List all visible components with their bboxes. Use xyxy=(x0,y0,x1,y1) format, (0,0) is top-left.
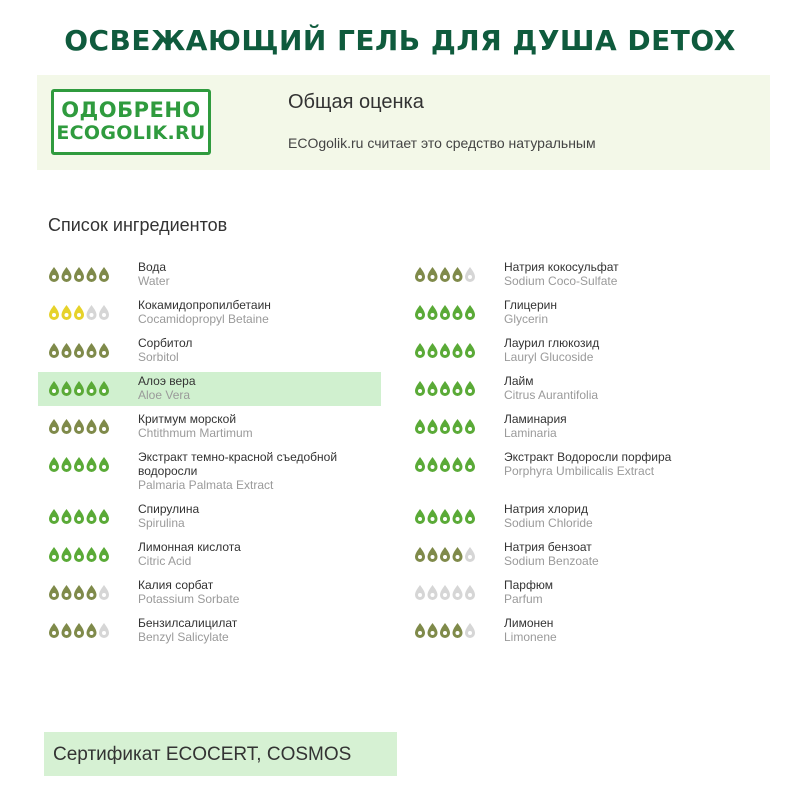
rating-drop-filled-icon xyxy=(74,509,84,524)
rating-drop-filled-icon xyxy=(415,305,425,320)
rating-drop-filled-icon xyxy=(453,419,463,434)
rating-drop-filled-icon xyxy=(74,585,84,600)
rating-summary-panel xyxy=(37,75,770,170)
ingredient-row[interactable] xyxy=(38,258,381,292)
rating-drop-filled-icon xyxy=(415,547,425,562)
ingredient-row[interactable] xyxy=(38,372,381,406)
rating-drop-filled-icon xyxy=(62,623,72,638)
ingredient-name: Ламинария xyxy=(504,412,567,426)
rating-drop-filled-icon xyxy=(62,305,72,320)
ingredient-name: Кокамидопропилбетаин xyxy=(138,298,271,312)
ingredient-row[interactable] xyxy=(404,538,764,572)
rating-drop-empty-icon xyxy=(99,585,109,600)
ingredient-row[interactable] xyxy=(404,296,764,330)
rating-drop-filled-icon xyxy=(440,457,450,472)
rating-drop-filled-icon xyxy=(74,267,84,282)
rating-drop-empty-icon xyxy=(99,623,109,638)
rating-drop-empty-icon xyxy=(453,585,463,600)
rating-drop-filled-icon xyxy=(87,547,97,562)
ingredient-name: Сорбитол xyxy=(138,336,193,350)
rating-drop-filled-icon xyxy=(74,419,84,434)
rating-drop-filled-icon xyxy=(440,305,450,320)
ingredient-row[interactable] xyxy=(404,410,764,444)
rating-drop-filled-icon xyxy=(62,509,72,524)
rating-drop-filled-icon xyxy=(49,547,59,562)
ingredient-latin-name: Chtithmum Martimum xyxy=(138,426,253,440)
ingredient-latin-name: Lauryl Glucoside xyxy=(504,350,594,364)
rating-drop-filled-icon xyxy=(415,381,425,396)
ingredient-row[interactable] xyxy=(404,258,764,292)
rating-drop-filled-icon xyxy=(415,267,425,282)
ingredients-heading: Список ингредиентов xyxy=(48,215,228,235)
rating-drop-filled-icon xyxy=(428,547,438,562)
rating-drop-empty-icon xyxy=(440,585,450,600)
rating-drop-filled-icon xyxy=(49,585,59,600)
rating-drop-empty-icon xyxy=(87,305,97,320)
rating-drop-filled-icon xyxy=(415,419,425,434)
rating-drop-filled-icon xyxy=(87,623,97,638)
ingredient-row[interactable] xyxy=(404,334,764,368)
rating-drop-filled-icon xyxy=(440,267,450,282)
rating-drop-filled-icon xyxy=(465,457,475,472)
certificate-banner xyxy=(44,732,397,776)
safety-rating-icons xyxy=(48,545,110,563)
rating-drop-filled-icon xyxy=(465,305,475,320)
rating-drop-filled-icon xyxy=(49,509,59,524)
safety-rating-icons xyxy=(48,265,110,283)
rating-drop-filled-icon xyxy=(415,509,425,524)
ingredient-row[interactable] xyxy=(404,576,764,610)
rating-drop-filled-icon xyxy=(465,381,475,396)
safety-rating-icons xyxy=(414,455,476,473)
ingredient-latin-name: Water xyxy=(138,274,170,288)
ingredient-name: Бензилсалицилат xyxy=(138,616,238,630)
rating-drop-filled-icon xyxy=(440,509,450,524)
rating-drop-filled-icon xyxy=(415,457,425,472)
ingredient-name: Лимонен xyxy=(504,616,554,630)
badge-line-2: ECOGOLIK.RU xyxy=(56,122,206,144)
certificate-text: Сертификат ECOCERT, COSMOS xyxy=(53,744,352,765)
ingredient-name: Калия сорбат xyxy=(138,578,214,592)
ingredient-latin-name: Sodium Benzoate xyxy=(504,554,599,568)
safety-rating-icons xyxy=(414,303,476,321)
rating-drop-filled-icon xyxy=(440,419,450,434)
rating-drop-filled-icon xyxy=(49,419,59,434)
rating-drop-filled-icon xyxy=(453,509,463,524)
ingredient-row[interactable] xyxy=(38,296,381,330)
rating-drop-filled-icon xyxy=(87,419,97,434)
ingredient-latin-name: Laminaria xyxy=(504,426,557,440)
rating-drop-filled-icon xyxy=(49,267,59,282)
rating-drop-filled-icon xyxy=(49,343,59,358)
rating-drop-filled-icon xyxy=(465,343,475,358)
badge-line-1: ОДОБРЕНО xyxy=(61,98,201,122)
rating-drop-filled-icon xyxy=(62,585,72,600)
rating-drop-filled-icon xyxy=(87,381,97,396)
safety-rating-icons xyxy=(414,417,476,435)
rating-drop-filled-icon xyxy=(62,343,72,358)
ingredient-row[interactable] xyxy=(404,372,764,406)
ingredient-row[interactable] xyxy=(38,500,381,534)
rating-drop-empty-icon xyxy=(99,305,109,320)
rating-drop-empty-icon xyxy=(465,585,475,600)
ingredient-name: Вода xyxy=(138,260,167,274)
rating-drop-empty-icon xyxy=(465,267,475,282)
rating-drop-filled-icon xyxy=(415,623,425,638)
ingredient-latin-name: Benzyl Salicylate xyxy=(138,630,229,644)
ingredient-row[interactable] xyxy=(38,538,381,572)
rating-drop-filled-icon xyxy=(428,267,438,282)
rating-drop-filled-icon xyxy=(440,623,450,638)
ingredient-name: Лимонная кислота xyxy=(138,540,241,554)
ingredient-name-continued: водоросли xyxy=(138,464,198,478)
safety-rating-icons xyxy=(48,379,110,397)
ingredient-row[interactable] xyxy=(38,576,381,610)
rating-drop-filled-icon xyxy=(99,509,109,524)
safety-rating-icons xyxy=(48,621,110,639)
rating-drop-empty-icon xyxy=(428,585,438,600)
ingredient-name: Парфюм xyxy=(504,578,553,592)
rating-drop-filled-icon xyxy=(99,343,109,358)
rating-drop-filled-icon xyxy=(74,457,84,472)
ingredient-latin-name: Glycerin xyxy=(504,312,549,326)
rating-drop-filled-icon xyxy=(428,457,438,472)
rating-drop-filled-icon xyxy=(62,547,72,562)
rating-drop-filled-icon xyxy=(99,419,109,434)
rating-drop-filled-icon xyxy=(99,547,109,562)
rating-drop-filled-icon xyxy=(440,343,450,358)
safety-rating-icons xyxy=(48,455,110,473)
approved-badge xyxy=(51,89,211,155)
safety-rating-icons xyxy=(414,379,476,397)
rating-drop-filled-icon xyxy=(453,623,463,638)
safety-rating-icons xyxy=(48,583,110,601)
rating-drop-filled-icon xyxy=(87,267,97,282)
rating-drop-filled-icon xyxy=(87,585,97,600)
safety-rating-icons xyxy=(414,545,476,563)
rating-drop-filled-icon xyxy=(74,305,84,320)
rating-drop-filled-icon xyxy=(453,381,463,396)
rating-drop-empty-icon xyxy=(465,623,475,638)
ingredient-name: Натрия кокосульфат xyxy=(504,260,619,274)
ingredient-latin-name: Sodium Chloride xyxy=(504,516,593,530)
rating-drop-filled-icon xyxy=(87,343,97,358)
rating-drop-filled-icon xyxy=(99,381,109,396)
rating-drop-filled-icon xyxy=(453,305,463,320)
ingredient-name: Спирулина xyxy=(138,502,200,516)
rating-drop-filled-icon xyxy=(428,343,438,358)
rating-drop-filled-icon xyxy=(428,419,438,434)
rating-drop-filled-icon xyxy=(428,305,438,320)
rating-drop-filled-icon xyxy=(62,419,72,434)
rating-drop-filled-icon xyxy=(415,343,425,358)
ingredient-latin-name: Aloe Vera xyxy=(138,388,191,402)
rating-drop-filled-icon xyxy=(428,509,438,524)
ingredient-latin-name: Palmaria Palmata Extract xyxy=(138,478,274,492)
rating-drop-filled-icon xyxy=(49,457,59,472)
rating-drop-filled-icon xyxy=(453,343,463,358)
ingredient-row[interactable] xyxy=(38,334,381,368)
ingredient-name: Натрия бензоат xyxy=(504,540,592,554)
rating-drop-filled-icon xyxy=(74,343,84,358)
rating-drop-empty-icon xyxy=(465,547,475,562)
ingredient-latin-name: Sodium Coco-Sulfate xyxy=(504,274,618,288)
ingredient-row[interactable] xyxy=(38,614,381,648)
rating-drop-filled-icon xyxy=(453,267,463,282)
rating-drop-filled-icon xyxy=(87,509,97,524)
safety-rating-icons xyxy=(48,341,110,359)
rating-drop-filled-icon xyxy=(440,547,450,562)
safety-rating-icons xyxy=(414,265,476,283)
ingredient-name: Экстракт темно-красной съедобной xyxy=(138,450,338,464)
rating-drop-filled-icon xyxy=(49,623,59,638)
rating-drop-filled-icon xyxy=(62,381,72,396)
safety-rating-icons xyxy=(48,303,110,321)
rating-drop-filled-icon xyxy=(428,381,438,396)
ingredient-latin-name: Spirulina xyxy=(138,516,185,530)
overall-rating-heading: Общая оценка xyxy=(288,91,424,113)
ingredient-name: Глицерин xyxy=(504,298,557,312)
ingredient-name: Лайм xyxy=(504,374,534,388)
rating-drop-filled-icon xyxy=(440,381,450,396)
safety-rating-icons xyxy=(414,583,476,601)
rating-drop-filled-icon xyxy=(49,381,59,396)
rating-drop-empty-icon xyxy=(415,585,425,600)
ingredient-latin-name: Cocamidopropyl Betaine xyxy=(138,312,269,326)
safety-rating-icons xyxy=(414,621,476,639)
rating-drop-filled-icon xyxy=(74,381,84,396)
rating-drop-filled-icon xyxy=(465,419,475,434)
overall-rating-text: ECOgolik.ru считает это средство натуральным xyxy=(288,135,596,151)
ingredient-latin-name: Citric Acid xyxy=(138,554,192,568)
ingredient-name: Натрия хлорид xyxy=(504,502,588,516)
ingredient-row[interactable] xyxy=(404,614,764,648)
ingredient-row[interactable] xyxy=(404,448,764,482)
rating-drop-filled-icon xyxy=(49,305,59,320)
safety-rating-icons xyxy=(414,507,476,525)
rating-drop-filled-icon xyxy=(465,509,475,524)
ingredient-latin-name: Sorbitol xyxy=(138,350,179,364)
safety-rating-icons xyxy=(414,341,476,359)
ingredient-row[interactable] xyxy=(38,410,381,444)
ingredient-latin-name: Parfum xyxy=(504,592,543,606)
ingredient-name: Лаурил глюкозид xyxy=(504,336,600,350)
page-title: ОСВЕЖАЮЩИЙ ГЕЛЬ ДЛЯ ДУША DETOX xyxy=(64,24,736,57)
ingredient-latin-name: Citrus Aurantifolia xyxy=(504,388,599,402)
ingredient-latin-name: Limonene xyxy=(504,630,557,644)
rating-drop-filled-icon xyxy=(62,267,72,282)
safety-rating-icons xyxy=(48,417,110,435)
rating-drop-filled-icon xyxy=(453,457,463,472)
safety-rating-icons xyxy=(48,507,110,525)
rating-drop-filled-icon xyxy=(99,457,109,472)
rating-drop-filled-icon xyxy=(428,623,438,638)
ingredient-row[interactable] xyxy=(38,448,381,492)
ingredient-latin-name: Potassium Sorbate xyxy=(138,592,240,606)
ingredient-latin-name: Porphyra Umbilicalis Extract xyxy=(504,464,655,478)
ingredient-row[interactable] xyxy=(404,500,764,534)
ingredient-name: Алоэ вера xyxy=(138,374,196,388)
rating-drop-filled-icon xyxy=(453,547,463,562)
ingredient-name: Экстракт Водоросли порфира xyxy=(504,450,672,464)
rating-drop-filled-icon xyxy=(74,623,84,638)
rating-drop-filled-icon xyxy=(87,457,97,472)
ingredient-name: Критмум морской xyxy=(138,412,237,426)
rating-drop-filled-icon xyxy=(99,267,109,282)
rating-drop-filled-icon xyxy=(62,457,72,472)
rating-drop-filled-icon xyxy=(74,547,84,562)
